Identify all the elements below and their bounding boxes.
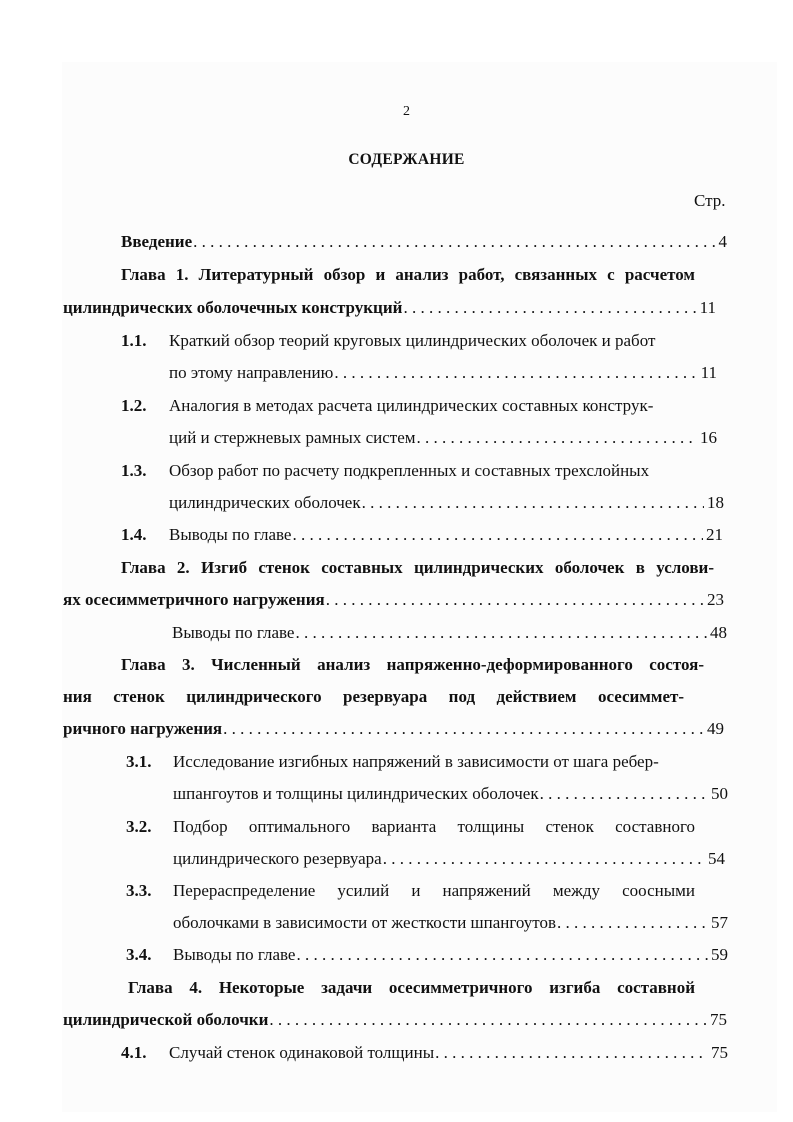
section-page: 21 — [706, 525, 723, 544]
leader-dots — [362, 492, 704, 514]
section-title-line1: Выводы по главе — [172, 623, 295, 642]
leader-dots — [417, 427, 698, 449]
leader-dots — [269, 1009, 707, 1031]
page-column-label: Стр. — [694, 191, 726, 210]
toc-chapter2-line1: Глава 2. Изгиб стенок составных цилиндрических оболочек в услови- — [121, 558, 714, 577]
leader-dots — [296, 944, 708, 966]
toc-chapter4-line1: Глава 4. Некоторые задачи осесимметричного изгиба составной — [128, 978, 695, 997]
section-number: 4.1. — [121, 1043, 147, 1062]
section-page: 18 — [707, 493, 724, 512]
leader-dots — [326, 589, 704, 611]
toc-chapter3-line1: Глава 3. Численный анализ напряженно-деформированного состоя- — [121, 655, 704, 674]
toc-entry-chapter1 — [63, 297, 716, 319]
toc-chapter4-page: 75 — [710, 1010, 727, 1029]
section-title-line2: цилиндрических оболочек — [169, 493, 361, 512]
toc-entry-chapter2 — [63, 589, 724, 611]
toc-chapter3-page: 49 — [707, 719, 724, 738]
toc-intro-page: 4 — [718, 232, 727, 251]
leader-dots — [403, 297, 696, 319]
section-number: 3.4. — [126, 945, 152, 964]
leader-dots — [292, 524, 703, 546]
toc-chapter1-line1: Глава 1. Литературный обзор и анализ работ, связанных с расчетом — [121, 265, 695, 284]
section-page: 59 — [711, 945, 728, 964]
section-number: 3.1. — [126, 752, 152, 771]
section-title-line1: Исследование изгибных напряжений в зависимости от шага ребер- — [173, 752, 659, 771]
toc-section-1-2 — [121, 395, 653, 417]
section-title-line2: цилиндрического резервуара — [173, 849, 382, 868]
page-number: 2 — [403, 104, 410, 119]
section-title-line1: Случай стенок одинаковой толщины — [169, 1043, 435, 1062]
toc-title: СОДЕРЖАНИЕ — [348, 151, 465, 168]
leader-dots — [435, 1042, 708, 1064]
section-title-line1: Аналогия в методах расчета цилиндрических составных конструк- — [169, 396, 654, 415]
toc-entry-chapter3 — [63, 718, 724, 740]
leader-dots — [223, 718, 704, 740]
section-title-line1: Перераспределение усилий и напряжений между соосными — [173, 881, 695, 900]
section-number: 1.4. — [121, 525, 147, 544]
section-number: 3.2. — [126, 817, 152, 836]
toc-section-4-1 — [121, 1042, 728, 1064]
toc-section-3-3-cont — [173, 912, 728, 934]
section-page: 57 — [711, 913, 728, 932]
section-page: 75 — [711, 1043, 728, 1062]
leader-dots — [334, 362, 697, 384]
toc-chapter1-line2: цилиндрических оболочечных конструкций — [63, 298, 403, 317]
section-number: 1.1. — [121, 331, 147, 350]
toc-intro-label: Введение — [121, 232, 193, 251]
section-title-line1: Подбор оптимального варианта толщины стенок составного — [173, 817, 695, 836]
section-title-line2: ций и стержневых рамных систем — [169, 428, 416, 447]
section-page: 16 — [700, 428, 717, 447]
section-title-line2: по этому направлению — [169, 363, 334, 382]
toc-entry-chapter4 — [63, 1009, 727, 1031]
section-number: 3.3. — [126, 881, 152, 900]
leader-dots — [295, 622, 707, 644]
toc-section-1-1-cont — [169, 362, 717, 384]
toc-section-1-4 — [121, 524, 723, 546]
toc-entry-intro — [121, 231, 727, 253]
section-title-line1: Обзор работ по расчету подкрепленных и составных трехслойных — [169, 461, 650, 480]
section-page: 48 — [710, 623, 727, 642]
section-title-line1: Краткий обзор теорий круговых цилиндрических оболочек и работ — [169, 331, 656, 350]
toc-section-3-2-cont — [173, 848, 725, 870]
toc-chapter2-conclusions — [172, 622, 727, 644]
toc-chapter2-line2: ях осесимметричного нагружения — [63, 590, 325, 609]
toc-section-3-1 — [126, 751, 659, 773]
section-title-line2: шпангоутов и толщины цилиндрических оболочек — [173, 784, 539, 803]
section-title-line1: Выводы по главе — [169, 525, 292, 544]
toc-section-3-1-cont — [173, 783, 728, 805]
toc-section-3-4 — [126, 944, 728, 966]
toc-chapter3-line3: ричного нагружения — [63, 719, 223, 738]
section-page: 54 — [708, 849, 725, 868]
toc-chapter4-line2: цилиндрической оболочки — [63, 1010, 269, 1029]
toc-chapter2-page: 23 — [707, 590, 724, 609]
toc-chapter3-line2: ния стенок цилиндрического резервуара под действием осесиммет- — [63, 687, 684, 706]
toc-section-1-3 — [121, 460, 649, 482]
section-page: 11 — [700, 363, 717, 382]
leader-dots — [540, 783, 708, 805]
leader-dots — [193, 231, 715, 253]
leader-dots — [557, 912, 708, 934]
toc-section-1-3-cont — [169, 492, 724, 514]
section-number: 1.3. — [121, 461, 147, 480]
section-title-line1: Выводы по главе — [173, 945, 296, 964]
toc-section-1-2-cont — [169, 427, 717, 449]
toc-section-1-1 — [121, 330, 655, 352]
leader-dots — [383, 848, 705, 870]
section-title-line2: оболочками в зависимости от жесткости шпангоутов — [173, 913, 557, 932]
toc-section-3-2 — [126, 816, 695, 838]
toc-chapter1-page: 11 — [699, 298, 716, 317]
toc-section-3-3 — [126, 880, 695, 902]
section-number: 1.2. — [121, 396, 147, 415]
section-page: 50 — [711, 784, 728, 803]
